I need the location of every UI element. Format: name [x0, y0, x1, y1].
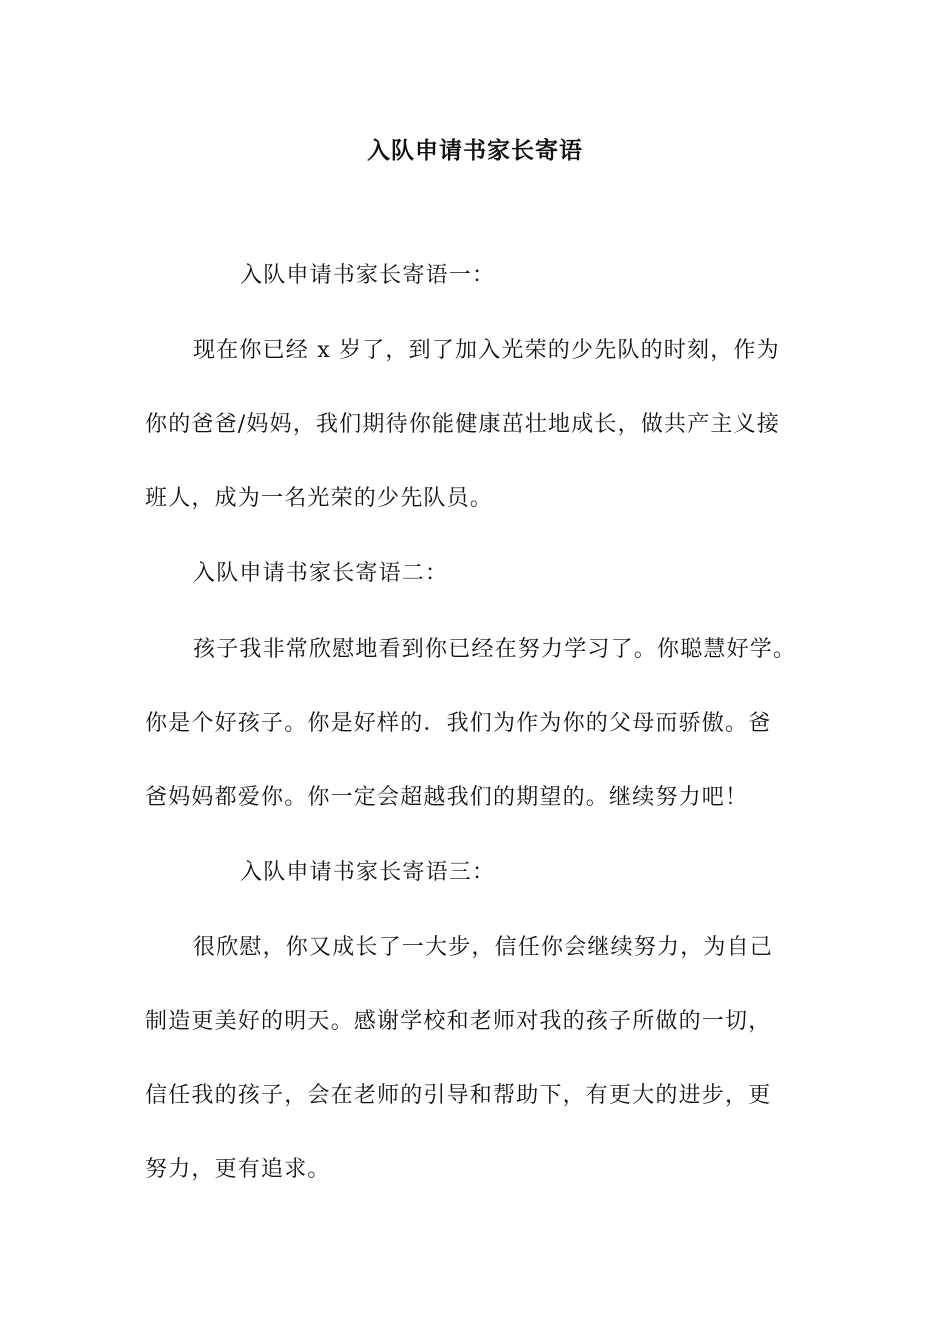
paragraph-line: 信任我的孩子，会在老师的引导和帮助下，有更大的进步，更 — [145, 1083, 772, 1108]
section-heading-3: 入队申请书家长寄语三： — [240, 860, 496, 885]
paragraph-line: 制造更美好的明天。感谢学校和老师对我的孩子所做的一切， — [145, 1009, 772, 1034]
paragraph-line: 努力，更有追求。 — [145, 1157, 331, 1182]
paragraph-line: 孩子我非常欣慰地看到你已经在努力学习了。你聪慧好学。 — [193, 637, 797, 662]
document-title: 入队申请书家长寄语 — [367, 137, 583, 164]
paragraph-line: 现在你已经 x 岁了，到了加入光荣的少先队的时刻，作为 — [193, 338, 780, 363]
paragraph-line: 很欣慰，你又成长了一大步，信任你会继续努力，为自己 — [193, 935, 774, 960]
paragraph-line: 你是个好孩子。你是好样的．我们为作为你的父母而骄傲。爸 — [145, 711, 772, 736]
paragraph-line: 爸妈妈都爱你。你一定会超越我们的期望的。继续努力吧！ — [145, 785, 749, 810]
section-heading-2: 入队申请书家长寄语二： — [193, 561, 449, 586]
paragraph-line: 你的爸爸/妈妈，我们期待你能健康茁壮地成长，做共产主义接 — [145, 412, 781, 437]
paragraph-line: 班人，成为一名光荣的少先队员。 — [145, 486, 494, 511]
section-heading-1: 入队申请书家长寄语一： — [240, 263, 496, 288]
